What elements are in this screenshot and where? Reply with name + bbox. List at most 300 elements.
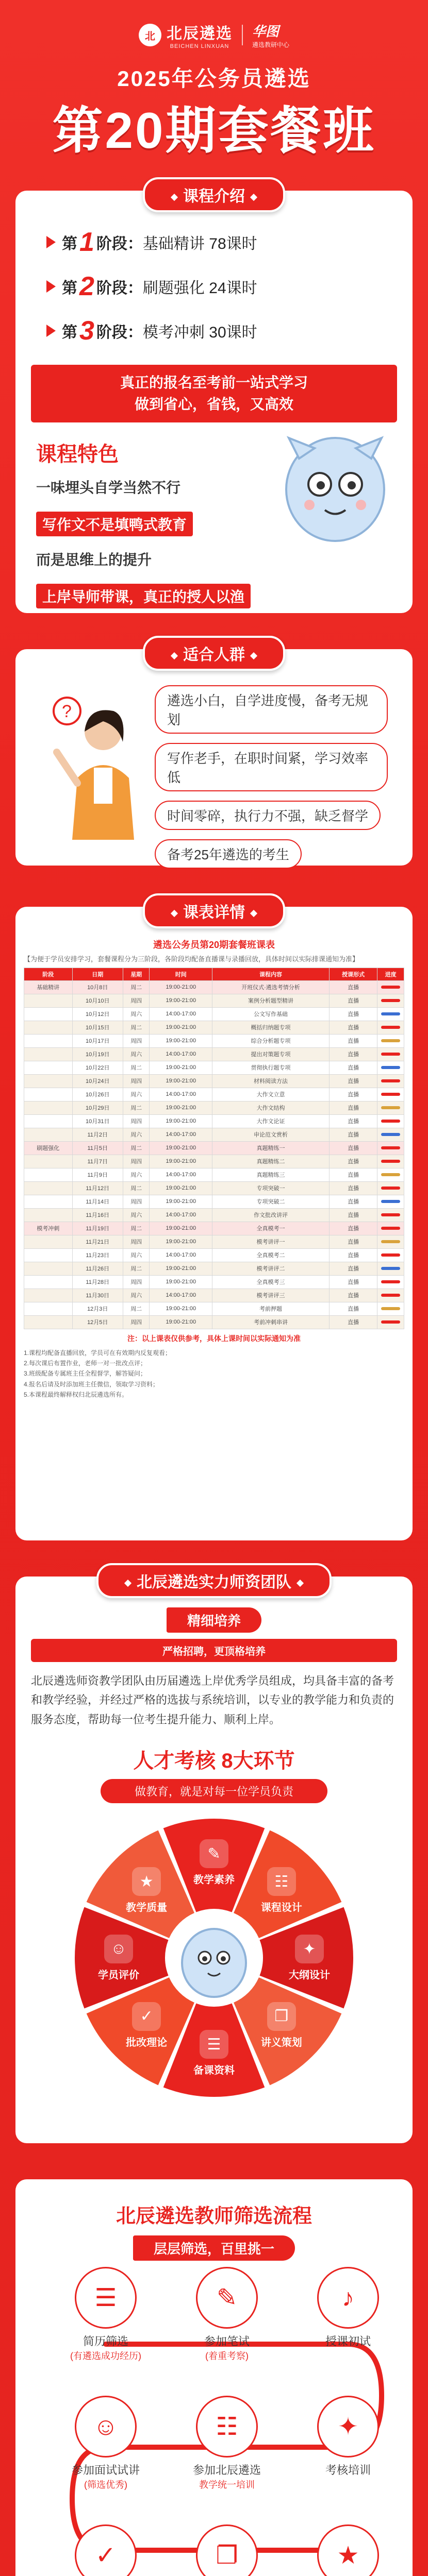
flow-step xyxy=(178,2267,276,2362)
intro-banner-line: 做到省心，省钱，又高效 xyxy=(134,396,293,412)
table-cell-date: 10月8日 xyxy=(72,980,123,994)
wheel-item-label: 备课资料 xyxy=(193,2065,235,2077)
table-cell-time: 19:00-21:00 xyxy=(150,994,212,1007)
table-cell-week: 周四 xyxy=(123,1315,150,1329)
phase-item xyxy=(46,227,382,258)
table-cell-time: 19:00-21:00 xyxy=(150,980,212,994)
table-cell-stage xyxy=(24,1195,73,1208)
table-row xyxy=(24,1074,404,1088)
table-row xyxy=(24,1021,404,1034)
table-cell-time: 19:00-21:00 xyxy=(150,1235,212,1248)
table-cell-progress xyxy=(377,1088,404,1101)
table-cell-content: 专项突破二 xyxy=(212,1195,330,1208)
table-row xyxy=(24,1275,404,1289)
progress-bar xyxy=(381,1187,400,1190)
table-cell-date: 11月2日 xyxy=(72,1128,123,1141)
table-cell-date: 11月5日 xyxy=(72,1141,123,1155)
table-cell-time: 14:00-17:00 xyxy=(150,1047,212,1061)
flow-inner xyxy=(15,2179,413,2576)
table-cell-mode: 直播 xyxy=(329,1235,377,1248)
table-row xyxy=(24,1047,404,1061)
wheel-item-label: 大纲设计 xyxy=(289,1970,330,1981)
phase-number: 2 xyxy=(79,272,94,301)
table-cell-progress xyxy=(377,994,404,1007)
table-cell-content: 大作文论证 xyxy=(212,1114,330,1128)
table-cell-content: 大作文立意 xyxy=(212,1088,330,1101)
flow-step-icon: ✎ xyxy=(196,2267,258,2329)
table-cell-progress xyxy=(377,1208,404,1222)
intro-banner-line: 真正的报名至考前一站式学习 xyxy=(120,375,308,391)
table-header: 时间 xyxy=(150,968,212,980)
table-cell-week: 周二 xyxy=(123,1021,150,1034)
flow-step-label: 简历筛选 xyxy=(83,2335,128,2348)
wheel-item xyxy=(253,2002,310,2049)
table-cell-time: 14:00-17:00 xyxy=(150,1007,212,1021)
wheel-item-icon: ✎ xyxy=(200,1839,228,1868)
table-cell-date: 11月12日 xyxy=(72,1181,123,1195)
feature-line: 上岸导师带课，真正的授人以渔 xyxy=(36,584,251,608)
table-row xyxy=(24,1315,404,1329)
faculty-paragraph: 北辰遴选师资教学团队由历届遴选上岸优秀学员组成，均具备丰富的备考和教学经验，并经过严格的选拔与系统培训，以专业的教学能力和负责的服务态度，帮助每一位考生提升能力、顺利上岸。 xyxy=(31,1674,394,1726)
table-cell-date: 10月15日 xyxy=(72,1021,123,1034)
table-cell-date: 11月16日 xyxy=(72,1208,123,1222)
table-cell-stage xyxy=(24,1181,73,1195)
progress-bar xyxy=(381,1053,400,1056)
table-cell-week: 周二 xyxy=(123,1061,150,1074)
table-cell-stage xyxy=(24,1155,73,1168)
flow-step xyxy=(57,2524,155,2576)
remark-line: 2.每次课后布置作业，老师一对一批改点评； xyxy=(24,1359,147,1367)
table-cell-content: 真题精练一 xyxy=(212,1141,330,1155)
table-cell-mode: 直播 xyxy=(329,1275,377,1289)
table-row xyxy=(24,1302,404,1315)
table-cell-date: 11月7日 xyxy=(72,1155,123,1168)
table-cell-stage: 刷题强化 xyxy=(24,1141,73,1155)
table-cell-week: 周二 xyxy=(123,1302,150,1315)
table-cell-stage xyxy=(24,1061,73,1074)
table-cell-mode: 直播 xyxy=(329,1061,377,1074)
table-cell-progress xyxy=(377,1141,404,1155)
table-cell-time: 19:00-21:00 xyxy=(150,1061,212,1074)
wheel-item xyxy=(186,2030,242,2077)
table-cell-week: 周六 xyxy=(123,1088,150,1101)
table-cell-week: 周六 xyxy=(123,1168,150,1181)
phase-item xyxy=(46,315,382,346)
table-cell-content: 提出对策题专项 xyxy=(212,1047,330,1061)
remark-line: 5.本课程最终解释权归北辰遴选所有。 xyxy=(24,1391,128,1399)
flow-step-icon: ☰ xyxy=(75,2267,137,2329)
schedule-note: 【为便于学员安排学习，套餐课程分为三阶段，各阶段均配备直播课与录播回放，具体时间以实际排课通知为准】 xyxy=(24,955,359,963)
triangle-icon xyxy=(46,280,56,293)
table-cell-mode: 直播 xyxy=(329,1021,377,1034)
flow-step-sub: 教学统一培训 xyxy=(199,2480,255,2490)
partner-sub: 遴选教研中心 xyxy=(252,41,289,48)
table-cell-date: 10月22日 xyxy=(72,1061,123,1074)
progress-bar xyxy=(381,1160,400,1163)
wheel-item xyxy=(118,1867,175,1914)
flow-step-icon: ✦ xyxy=(317,2396,379,2458)
table-row xyxy=(24,980,404,994)
table-cell-content: 大作文结构 xyxy=(212,1101,330,1114)
table-cell-week: 周六 xyxy=(123,1289,150,1302)
progress-bar xyxy=(381,1294,400,1297)
table-cell-mode: 直播 xyxy=(329,1128,377,1141)
table-cell-progress xyxy=(377,1155,404,1168)
table-cell-date: 11月30日 xyxy=(72,1289,123,1302)
partner-logo xyxy=(252,21,289,49)
wheel-item xyxy=(253,1867,310,1914)
intro-card xyxy=(15,188,413,613)
table-cell-content: 开班仪式·遴选考情分析 xyxy=(212,980,330,994)
remark-line: 4.报名后请及时添加班主任微信，领取学习资料； xyxy=(24,1380,159,1388)
feature-line: 写作文不是填鸭式教育 xyxy=(36,512,193,536)
table-cell-date: 10月17日 xyxy=(72,1034,123,1047)
logo-row xyxy=(0,21,428,49)
wheel-item-icon: ☷ xyxy=(267,1867,296,1896)
table-cell-date: 11月21日 xyxy=(72,1235,123,1248)
brand-name: 北辰遴选 xyxy=(166,25,233,43)
table-cell-progress xyxy=(377,1315,404,1329)
wheel-item-icon: ✓ xyxy=(132,2002,161,2031)
table-cell-stage: 模考冲刺 xyxy=(24,1222,73,1235)
table-row xyxy=(24,1222,404,1235)
flow-step-icon: ♪ xyxy=(317,2267,379,2329)
progress-bar xyxy=(381,999,400,1002)
schedule-remarks xyxy=(24,1348,404,1400)
schedule-table xyxy=(24,968,404,1329)
progress-bar xyxy=(381,1012,400,1015)
table-cell-progress xyxy=(377,1128,404,1141)
table-cell-week: 周六 xyxy=(123,1208,150,1222)
table-row xyxy=(24,1168,404,1181)
table-cell-stage xyxy=(24,1114,73,1128)
progress-bar xyxy=(381,1133,400,1136)
ribbon-wrap xyxy=(31,1607,397,1633)
table-cell-mode: 直播 xyxy=(329,1047,377,1061)
flow-step xyxy=(57,2267,155,2362)
table-cell-time: 19:00-21:00 xyxy=(150,1021,212,1034)
feature-block xyxy=(15,422,413,608)
table-cell-mode: 直播 xyxy=(329,1222,377,1235)
table-cell-progress xyxy=(377,1074,404,1088)
table-cell-time: 14:00-17:00 xyxy=(150,1208,212,1222)
remark-line: 3.班级配备专属班主任全程督学，解答疑问； xyxy=(24,1370,147,1378)
progress-bar xyxy=(381,1280,400,1283)
table-header: 进度 xyxy=(377,968,404,980)
ribbon-wrap xyxy=(31,2235,397,2261)
phase-number: 1 xyxy=(79,227,94,257)
table-cell-mode: 直播 xyxy=(329,1302,377,1315)
table-cell-progress xyxy=(377,1275,404,1289)
progress-bar xyxy=(381,1200,400,1203)
table-cell-time: 14:00-17:00 xyxy=(150,1248,212,1262)
progress-bar xyxy=(381,1079,400,1082)
table-cell-progress xyxy=(377,1181,404,1195)
phase-text: 模考冲刺 30课时 xyxy=(142,324,257,341)
table-cell-week: 周四 xyxy=(123,1114,150,1128)
flow-step-icon: ❐ xyxy=(196,2524,258,2576)
table-cell-stage xyxy=(24,1289,73,1302)
wheel-item-label: 教学素养 xyxy=(193,1874,235,1886)
table-cell-date: 11月19日 xyxy=(72,1222,123,1235)
suitable-card xyxy=(15,649,413,866)
table-cell-stage xyxy=(24,1235,73,1248)
schedule-footer: 注：以上课表仅供参考，具体上课时间以实际通知为准 xyxy=(127,1334,301,1343)
table-cell-content: 概括归纳题专项 xyxy=(212,1021,330,1034)
table-cell-progress xyxy=(377,1007,404,1021)
progress-bar xyxy=(381,1039,400,1042)
table-cell-stage xyxy=(24,1088,73,1101)
table-cell-progress xyxy=(377,1235,404,1248)
table-cell-content: 模考讲评三 xyxy=(212,1289,330,1302)
table-cell-date: 10月10日 xyxy=(72,994,123,1007)
flow-step-sub: (筛选优秀) xyxy=(84,2480,127,2490)
progress-bar xyxy=(381,1146,400,1149)
table-cell-content: 模考讲评一 xyxy=(212,1235,330,1248)
table-cell-mode: 直播 xyxy=(329,1007,377,1021)
progress-bar xyxy=(381,1026,400,1029)
phase-suffix: 阶段： xyxy=(96,280,143,297)
partner-name: 华图 xyxy=(252,24,279,39)
table-row xyxy=(24,1141,404,1155)
progress-bar xyxy=(381,1066,400,1069)
table-row xyxy=(24,1114,404,1128)
triangle-icon xyxy=(46,236,56,248)
wheel-item-label: 教学质量 xyxy=(126,1902,168,1914)
progress-bar xyxy=(381,1120,400,1123)
table-cell-date: 11月28日 xyxy=(72,1275,123,1289)
faculty-ribbon: 精细培养 xyxy=(167,1607,261,1633)
faculty-inner xyxy=(15,1577,413,2117)
schedule-title: 遴选公务员第20期套餐班课表 xyxy=(153,940,275,950)
table-cell-time: 19:00-21:00 xyxy=(150,1155,212,1168)
flow-step xyxy=(57,2396,155,2491)
table-cell-stage xyxy=(24,1275,73,1289)
table-row xyxy=(24,1034,404,1047)
table-cell-mode: 直播 xyxy=(329,1168,377,1181)
schedule-card xyxy=(15,904,413,1540)
flow-step xyxy=(299,2524,397,2576)
table-cell-progress xyxy=(377,1034,404,1047)
table-cell-week: 周二 xyxy=(123,1101,150,1114)
table-cell-stage xyxy=(24,1262,73,1275)
progress-bar xyxy=(381,1320,400,1324)
table-cell-mode: 直播 xyxy=(329,1114,377,1128)
table-cell-stage xyxy=(24,1034,73,1047)
table-row xyxy=(24,1262,404,1275)
table-cell-week: 周六 xyxy=(123,1007,150,1021)
table-row xyxy=(24,1195,404,1208)
table-cell-time: 19:00-21:00 xyxy=(150,1034,212,1047)
table-cell-content: 作文批改讲评 xyxy=(212,1208,330,1222)
phase-number: 3 xyxy=(79,316,94,346)
faculty-tab: 北辰遴选实力师资团队 xyxy=(96,1563,332,1598)
table-cell-content: 全真模考二 xyxy=(212,1248,330,1262)
table-cell-time: 19:00-21:00 xyxy=(150,1101,212,1114)
table-cell-content: 真题精练二 xyxy=(212,1155,330,1168)
table-cell-content: 材料阅读方法 xyxy=(212,1074,330,1088)
table-cell-stage xyxy=(24,1315,73,1329)
table-cell-stage xyxy=(24,1101,73,1114)
table-cell-stage xyxy=(24,1021,73,1034)
table-header: 日期 xyxy=(72,968,123,980)
progress-bar xyxy=(381,1267,400,1270)
progress-bar xyxy=(381,1240,400,1243)
phase-text: 基础精讲 78课时 xyxy=(142,235,257,252)
table-cell-content: 全真模考一 xyxy=(212,1222,330,1235)
schedule-body xyxy=(24,980,404,1329)
triangle-icon xyxy=(46,325,56,337)
table-row xyxy=(24,1208,404,1222)
person-illustration-icon xyxy=(36,685,155,845)
table-cell-mode: 直播 xyxy=(329,1208,377,1222)
table-cell-mode: 直播 xyxy=(329,1262,377,1275)
wheel-item xyxy=(281,1935,338,1981)
progress-bar xyxy=(381,1106,400,1109)
table-cell-content: 申论范文赏析 xyxy=(212,1128,330,1141)
table-cell-mode: 直播 xyxy=(329,994,377,1007)
progress-bar xyxy=(381,1093,400,1096)
table-cell-week: 周六 xyxy=(123,1248,150,1262)
wheel-item xyxy=(186,1839,242,1886)
suitable-tag: 备考25年遴选的考生 xyxy=(155,839,302,869)
flow-grid xyxy=(31,2267,397,2576)
suitable-tag: 遴选小白，自学进度慢，备考无规划 xyxy=(155,685,388,734)
intro-banner xyxy=(31,365,397,422)
table-cell-mode: 直播 xyxy=(329,1289,377,1302)
table-cell-date: 10月31日 xyxy=(72,1114,123,1128)
table-cell-time: 19:00-21:00 xyxy=(150,1275,212,1289)
page-title: 第20期套餐班 xyxy=(52,102,376,159)
logo-icon: 北 xyxy=(139,24,161,46)
table-cell-mode: 直播 xyxy=(329,1101,377,1114)
table-cell-mode: 直播 xyxy=(329,1088,377,1101)
flow-step-label: 参加北辰遴选 xyxy=(192,2464,261,2477)
schedule-tab: 课表详情 xyxy=(143,893,285,928)
progress-bar xyxy=(381,1173,400,1176)
table-cell-week: 周四 xyxy=(123,994,150,1007)
table-cell-date: 12月5日 xyxy=(72,1315,123,1329)
suitable-tags xyxy=(155,685,392,878)
table-cell-stage xyxy=(24,994,73,1007)
table-row xyxy=(24,1181,404,1195)
phase-suffix: 阶段： xyxy=(96,235,143,252)
table-cell-week: 周六 xyxy=(123,1047,150,1061)
table-cell-week: 周四 xyxy=(123,1195,150,1208)
table-cell-content: 贯彻执行题专项 xyxy=(212,1061,330,1074)
table-cell-stage xyxy=(24,1248,73,1262)
wheel-item-label: 学员评价 xyxy=(98,1970,139,1981)
progress-bar xyxy=(381,986,400,989)
table-cell-week: 周六 xyxy=(123,1128,150,1141)
table-cell-content: 全真模考三 xyxy=(212,1275,330,1289)
table-cell-progress xyxy=(377,1101,404,1114)
table-cell-progress xyxy=(377,1114,404,1128)
table-row xyxy=(24,1007,404,1021)
table-cell-stage xyxy=(24,1128,73,1141)
table-cell-progress xyxy=(377,980,404,994)
table-cell-stage: 基础精讲 xyxy=(24,980,73,994)
flow-title: 北辰遴选教师筛选流程 xyxy=(116,2206,312,2227)
flow-step-icon: ✓ xyxy=(75,2524,137,2576)
flow-step xyxy=(299,2267,397,2349)
table-cell-progress xyxy=(377,1168,404,1181)
flow-step-icon: ☷ xyxy=(196,2396,258,2458)
table-cell-week: 周二 xyxy=(123,980,150,994)
table-row xyxy=(24,994,404,1007)
table-cell-week: 周二 xyxy=(123,1222,150,1235)
table-cell-time: 19:00-21:00 xyxy=(150,1302,212,1315)
flow-step-sub: (有遴选成功经历) xyxy=(70,2351,141,2361)
table-cell-time: 14:00-17:00 xyxy=(150,1128,212,1141)
table-cell-mode: 直播 xyxy=(329,980,377,994)
phase-prefix: 第 xyxy=(62,235,77,252)
table-cell-date: 11月9日 xyxy=(72,1168,123,1181)
suitable-tag: 时间零碎，执行力不强，缺乏督学 xyxy=(155,801,381,830)
wheel-item xyxy=(90,1935,147,1981)
table-cell-content: 模考讲评二 xyxy=(212,1262,330,1275)
table-cell-content: 考前冲刺串讲 xyxy=(212,1315,330,1329)
table-cell-progress xyxy=(377,1047,404,1061)
table-row xyxy=(24,1235,404,1248)
table-cell-week: 周二 xyxy=(123,1262,150,1275)
suitable-tag: 写作老手，在职时间紧，学习效率低 xyxy=(155,743,388,791)
wheel-item-label: 课程设计 xyxy=(260,1902,302,1914)
table-row xyxy=(24,1155,404,1168)
table-row xyxy=(24,1248,404,1262)
suitable-inner xyxy=(15,649,413,862)
flow-step xyxy=(299,2396,397,2478)
table-cell-time: 14:00-17:00 xyxy=(150,1168,212,1181)
phase-suffix: 阶段： xyxy=(96,324,143,341)
table-header: 星期 xyxy=(123,968,150,980)
table-cell-week: 周四 xyxy=(123,1275,150,1289)
feature-line: 一味埋头自学当然不行 xyxy=(36,480,181,496)
intro-tab: 课程介绍 xyxy=(143,177,285,212)
table-cell-mode: 直播 xyxy=(329,1181,377,1195)
feature-title: 课程特色 xyxy=(36,443,119,466)
assessment-wheel xyxy=(70,1814,358,2102)
flow-step-sub: (着重考察) xyxy=(205,2351,249,2361)
table-cell-content: 案例分析题型精讲 xyxy=(212,994,330,1007)
table-cell-mode: 直播 xyxy=(329,1155,377,1168)
table-header: 课程内容 xyxy=(212,968,330,980)
table-cell-progress xyxy=(377,1248,404,1262)
table-cell-date: 10月29日 xyxy=(72,1101,123,1114)
table-cell-mode: 直播 xyxy=(329,1315,377,1329)
table-cell-time: 19:00-21:00 xyxy=(150,1262,212,1275)
table-cell-date: 10月26日 xyxy=(72,1088,123,1101)
assessment-heading: 人才考核 8大环节 xyxy=(133,1750,295,1773)
table-cell-mode: 直播 xyxy=(329,1074,377,1088)
table-cell-date: 11月26日 xyxy=(72,1262,123,1275)
remark-line: 1.课程均配备直播回放，学员可在有效期内反复观看； xyxy=(24,1349,172,1357)
table-row xyxy=(24,1289,404,1302)
table-cell-stage xyxy=(24,1208,73,1222)
table-cell-progress xyxy=(377,1289,404,1302)
flow-ribbon: 层层筛选，百里挑一 xyxy=(133,2235,295,2261)
flow-step-label: 授课初试 xyxy=(325,2335,371,2348)
wheel-item-label: 批改理论 xyxy=(126,2037,168,2048)
table-cell-time: 19:00-21:00 xyxy=(150,1074,212,1088)
table-row xyxy=(24,1088,404,1101)
table-header: 授课形式 xyxy=(329,968,377,980)
table-cell-week: 周四 xyxy=(123,1034,150,1047)
table-cell-content: 公文写作基础 xyxy=(212,1007,330,1021)
table-cell-time: 19:00-21:00 xyxy=(150,1114,212,1128)
progress-bar xyxy=(381,1213,400,1216)
table-cell-content: 考前押题 xyxy=(212,1302,330,1315)
